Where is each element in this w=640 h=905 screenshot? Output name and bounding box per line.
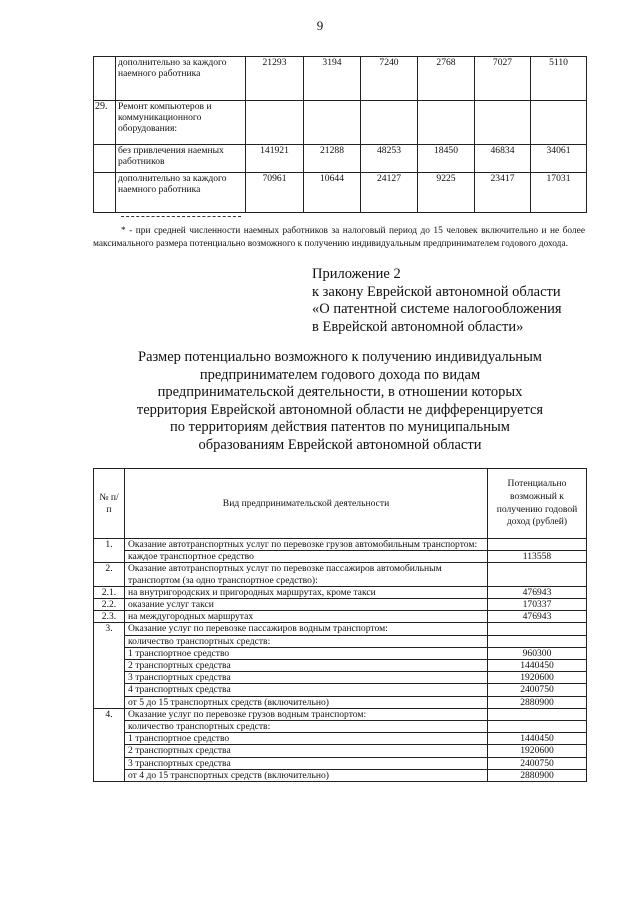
row-text: от 5 до 15 транспортных средств (включительно): [125, 696, 488, 708]
cell-value: 34061: [531, 145, 587, 173]
header-amount: Потенциально возможный к получению годовой доход (рублей): [488, 469, 587, 539]
title-line: Размер потенциально возможного к получению индивидуальным: [138, 349, 542, 365]
table-row: [94, 599, 587, 611]
cell-value: [475, 101, 531, 145]
row-text: 3 транспортных средства: [125, 672, 488, 684]
footnote: * - при средней численности наемных работников за налоговый период до 15 человек включительно и не более максимального размера потенциально возможного к получению индивидуальным предпринимателем годового дохода.: [93, 226, 585, 249]
table-row: [94, 551, 587, 563]
row-amount: [488, 708, 587, 720]
row-amount: [488, 623, 587, 635]
cell-value: [246, 101, 304, 145]
header-no: № п/п: [94, 469, 125, 539]
table-row: [94, 635, 587, 647]
table-row: [94, 757, 587, 769]
row-amount: 170337: [488, 599, 587, 611]
cell-value: 17031: [531, 173, 587, 213]
cell-value: [361, 101, 418, 145]
row-index: 29.: [94, 101, 116, 145]
row-label: Ремонт компьютеров и коммуникационного оборудования:: [116, 101, 246, 145]
appendix-line: «О патентной системе налогообложения: [312, 301, 562, 317]
cell-value: 18450: [418, 145, 475, 173]
table-row: [94, 696, 587, 708]
row-number: [94, 757, 125, 769]
cell-value: 141921: [246, 145, 304, 173]
cell-value: 9225: [418, 173, 475, 213]
row-text: 1 транспортное средство: [125, 647, 488, 659]
title-line: образованиям Еврейской автономной области: [198, 436, 482, 453]
table-row: [94, 721, 587, 733]
row-text: на внутригородских и пригородных маршрутах, кроме такси: [125, 586, 488, 598]
cell-value: 48253: [361, 145, 418, 173]
row-label: дополнительно за каждого наемного работника: [116, 57, 246, 101]
row-amount: [488, 539, 587, 551]
row-index: [94, 145, 116, 173]
income-table: [93, 468, 587, 782]
table-row: [94, 708, 587, 720]
row-number: 4.: [94, 708, 125, 720]
row-text: Оказание услуг по перевозке пассажиров водным транспортом:: [125, 623, 488, 635]
table-row: [94, 57, 587, 101]
row-amount: 2880900: [488, 769, 587, 781]
cell-value: 7240: [361, 57, 418, 101]
cell-value: 5110: [531, 57, 587, 101]
appendix-line: в Еврейской автономной области»: [312, 318, 524, 335]
title-line: предпринимателем годового дохода по видам: [199, 366, 481, 383]
table-row: [94, 647, 587, 659]
row-text: 2 транспортных средства: [125, 660, 488, 672]
cell-value: 7027: [475, 57, 531, 101]
table-row: [94, 539, 587, 551]
row-text: Оказание автотранспортных услуг по перевозке грузов автомобильным транспортом:: [125, 539, 488, 551]
row-text: количество транспортных средств:: [125, 635, 488, 647]
row-number: [94, 745, 125, 757]
row-number: [94, 672, 125, 684]
row-number: [94, 769, 125, 781]
table-row: [94, 586, 587, 598]
row-number: [94, 647, 125, 659]
row-text: оказание услуг такси: [125, 599, 488, 611]
row-number: 2.1.: [94, 586, 125, 598]
page-number: 9: [316, 18, 324, 33]
table-row: [94, 611, 587, 623]
appendix-line: Приложение 2: [312, 266, 401, 282]
cell-value: 2768: [418, 57, 475, 101]
row-text: 2 транспортных средства: [125, 745, 488, 757]
table-row: [94, 563, 587, 586]
table-row: [94, 145, 587, 173]
row-text: Оказание услуг по перевозке грузов водным транспортом:: [125, 708, 488, 720]
cell-value: [531, 101, 587, 145]
header-activity: Вид предпринимательской деятельности: [125, 469, 488, 539]
cell-value: 70961: [246, 173, 304, 213]
row-text: количество транспортных средств:: [125, 721, 488, 733]
table-row: [94, 733, 587, 745]
table-row: [94, 769, 587, 781]
row-text: от 4 до 15 транспортных средств (включительно): [125, 769, 488, 781]
row-number: [94, 635, 125, 647]
cell-value: 3194: [304, 57, 361, 101]
cell-value: 24127: [361, 173, 418, 213]
row-number: [94, 551, 125, 563]
table-row: [94, 623, 587, 635]
row-amount: [488, 721, 587, 733]
table-row: [94, 173, 587, 213]
row-amount: 476943: [488, 611, 587, 623]
row-amount: [488, 563, 587, 586]
cell-value: [304, 101, 361, 145]
row-amount: 113558: [488, 551, 587, 563]
title-line: по территориям действия патентов по муниципальным: [170, 419, 510, 436]
row-amount: [488, 635, 587, 647]
title-line: предпринимательской деятельности, в отношении которых: [157, 384, 523, 401]
row-text: 1 транспортное средство: [125, 733, 488, 745]
row-amount: 2400750: [488, 684, 587, 696]
row-number: [94, 721, 125, 733]
row-number: [94, 733, 125, 745]
row-amount: 1440450: [488, 733, 587, 745]
row-amount: 476943: [488, 586, 587, 598]
footnote-divider: [121, 216, 241, 217]
document-title: [92, 349, 588, 455]
table-header-row: [94, 469, 587, 539]
table-row: [94, 101, 587, 145]
row-number: 2.3.: [94, 611, 125, 623]
appendix-header: [312, 266, 612, 336]
row-amount: 1920600: [488, 745, 587, 757]
table-row: [94, 672, 587, 684]
row-number: 1.: [94, 539, 125, 551]
row-index: [94, 173, 116, 213]
row-index: [94, 57, 116, 101]
row-number: 2.: [94, 563, 125, 586]
cell-value: 10644: [304, 173, 361, 213]
row-text: на междугородных маршрутах: [125, 611, 488, 623]
row-amount: 2400750: [488, 757, 587, 769]
row-label: без привлечения наемных работников: [116, 145, 246, 173]
appendix-line: к закону Еврейской автономной области: [312, 283, 561, 300]
row-amount: 1440450: [488, 660, 587, 672]
top-income-table: [93, 56, 587, 213]
row-number: [94, 684, 125, 696]
row-text: 4 транспортных средства: [125, 684, 488, 696]
cell-value: 21293: [246, 57, 304, 101]
cell-value: 21288: [304, 145, 361, 173]
cell-value: 23417: [475, 173, 531, 213]
row-text: Оказание автотранспортных услуг по перевозке пассажиров автомобильным транспортом (за одно транспортное средство):: [125, 563, 488, 586]
table-row: [94, 745, 587, 757]
row-number: 3.: [94, 623, 125, 635]
row-number: [94, 660, 125, 672]
row-amount: 1920600: [488, 672, 587, 684]
cell-value: 46834: [475, 145, 531, 173]
cell-value: [418, 101, 475, 145]
row-text: 3 транспортных средства: [125, 757, 488, 769]
row-text: каждое транспортное средство: [125, 551, 488, 563]
table-row: [94, 684, 587, 696]
row-number: [94, 696, 125, 708]
title-line: территория Еврейской автономной области не дифференцируется: [136, 401, 544, 418]
row-label: дополнительно за каждого наемного работника: [116, 173, 246, 213]
row-amount: 2880900: [488, 696, 587, 708]
row-number: 2.2.: [94, 599, 125, 611]
table-row: [94, 660, 587, 672]
row-amount: 960300: [488, 647, 587, 659]
